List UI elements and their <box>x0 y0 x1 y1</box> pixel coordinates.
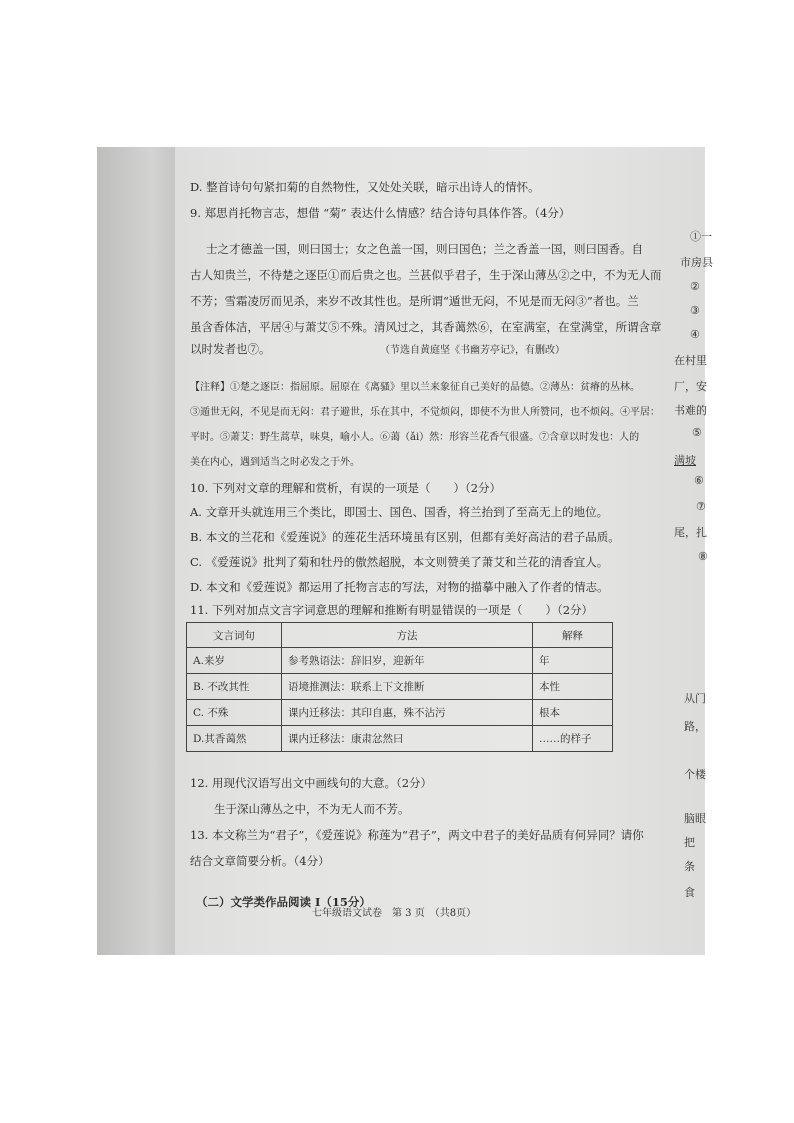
annotation-line: 美在内心，遇到适当之时必发之于外。 <box>190 457 360 468</box>
table-cell: B. 不改其性 <box>187 674 282 700</box>
table-row <box>187 700 613 726</box>
right-fragment: 在村里 <box>674 354 707 367</box>
passage-line: 虽含香体洁，平居④与萧艾⑤不殊。清风过之，其香蔼然⑥，在室满室，在堂满堂，所谓含章 <box>190 320 662 334</box>
annotation-line: 【注释】①楚之逐臣：指屈原。屈原在《离骚》里以兰来象征自己美好的品德。②薄丛：贫瘠的丛林。 <box>190 382 640 393</box>
right-fragment: ④ <box>690 328 700 341</box>
right-fragment: 从门 <box>684 692 706 705</box>
table-cell: 参考熟语法：辞旧岁，迎新年 <box>282 648 533 674</box>
q10-option-b: B. 本文的兰花和《爱莲说》的莲花生活环境虽有区别，但都有美好高洁的君子品质。 <box>190 530 620 544</box>
right-fragment: ⑧ <box>698 550 708 563</box>
question-9: 9. 郑思肖托物言志，想借 “菊” 表达什么情感？结合诗句具体作答。（4分） <box>190 206 571 220</box>
question-13-cont: 结合文章简要分析。（4分） <box>190 854 330 868</box>
section-heading: （二）文学类作品阅读 Ⅰ（15分） <box>196 895 371 909</box>
table-cell: 年 <box>533 648 613 674</box>
table-cell: A.来岁 <box>187 648 282 674</box>
table-cell: 本性 <box>533 674 613 700</box>
right-fragment: 书难的 <box>674 404 707 417</box>
option-d-q8: D. 整首诗句句紧扣菊的自然物性，又处处关联，暗示出诗人的情怀。 <box>190 180 540 194</box>
table-header-row <box>187 623 613 648</box>
table-cell: ……的样子 <box>533 726 613 752</box>
right-fragment: 满坡 <box>674 454 696 467</box>
right-fragment: 个楼 <box>684 768 706 781</box>
right-fragment: 把 <box>684 836 695 849</box>
table-row <box>187 674 613 700</box>
annotation-line: 平时。⑤萧艾：野生蒿草，味臭，喻小人。⑥蔼（ǎi）然：形容兰花香气很盛。⑦含章以时发也：人的 <box>190 432 640 443</box>
table-cell: D.其香蔼然 <box>187 726 282 752</box>
table-header: 解释 <box>533 623 613 648</box>
word-meaning-table <box>186 622 613 752</box>
right-fragment: 食 <box>684 886 695 899</box>
right-fragment: ⑤ <box>692 426 702 439</box>
q12-underlined-sentence: 生于深山薄丛之中，不为无人而不芳。 <box>214 802 410 816</box>
table-header: 方法 <box>282 623 533 648</box>
table-cell: 课内迁移法：其印自惠，殊不沾污 <box>282 700 533 726</box>
q10-option-a: A. 文章开头就连用三个类比，即国士、国色、国香，将兰抬到了至高无上的地位。 <box>190 505 609 519</box>
left-page-edge <box>97 147 175 955</box>
right-fragment: 条 <box>684 860 695 873</box>
passage-line: 不芳；雪霜凌厉而见杀，来岁不改其性也。是所谓“遁世无闷，不见是而无闷③”者也。兰 <box>190 294 639 308</box>
table-cell: 根本 <box>533 700 613 726</box>
table-row <box>187 648 613 674</box>
passage-source: （节选自黄庭坚《书幽芳亭记》，有删改） <box>380 345 565 356</box>
table-cell: C. 不殊 <box>187 700 282 726</box>
table-cell: 语境推测法：联系上下文推断 <box>282 674 533 700</box>
passage-line: 以时发者也⑦。 <box>190 342 271 356</box>
q10-option-d: D. 本文和《爱莲说》都运用了托物言志的写法，对物的描摹中融入了作者的情志。 <box>190 580 609 594</box>
right-fragment: ⑦ <box>696 500 706 513</box>
right-fragment: 厂，安 <box>674 380 707 393</box>
right-fragment: ①一 <box>690 230 712 243</box>
page-footer: 七年级语文试卷 第 3 页 （共8页） <box>312 908 477 919</box>
question-10: 10. 下列对文章的理解和赏析，有误的一项是（ ）（2分） <box>190 481 502 495</box>
right-fragment: 脑眼 <box>684 812 706 825</box>
question-12: 12. 用现代汉语写出文中画线句的大意。（2分） <box>190 776 433 790</box>
right-fragment: ⑥ <box>694 474 704 487</box>
annotation-line: ③遁世无闷，不见是而无闷：君子避世，乐在其中，不觉烦闷，即使不为世人所赞同，也不烦闷。④平居： <box>190 407 660 418</box>
q10-option-c: C. 《爱莲说》批判了菊和牡丹的傲然超脱，本文则赞美了萧艾和兰花的清香宜人。 <box>190 555 609 569</box>
right-fragment: 路， <box>684 720 706 733</box>
table-cell: 课内迁移法：康肃忿然曰 <box>282 726 533 752</box>
question-13: 13. 本文称兰为“君子”，《爱莲说》称莲为“君子”，两文中君子的美好品质有何异同？请你 <box>190 828 644 842</box>
right-fragment: ② <box>690 280 700 293</box>
passage-line: 士之才德盖一国，则曰国士；女之色盖一国，则曰国色；兰之香盖一国，则曰国香。自 <box>206 242 643 256</box>
right-fragment: 尾，扎 <box>674 526 707 539</box>
passage-line: 古人知贵兰，不待楚之逐臣①而后贵之也。兰甚似乎君子，生于深山薄丛②之中，不为无人而 <box>190 268 662 282</box>
table-row <box>187 726 613 752</box>
table-header: 文言词句 <box>187 623 282 648</box>
right-fragment: 市房县 <box>680 256 713 269</box>
question-11: 11. 下列对加点文言字词意思的理解和推断有明显错误的一项是（ ）（2分） <box>190 603 594 617</box>
right-fragment: ③ <box>690 304 700 317</box>
